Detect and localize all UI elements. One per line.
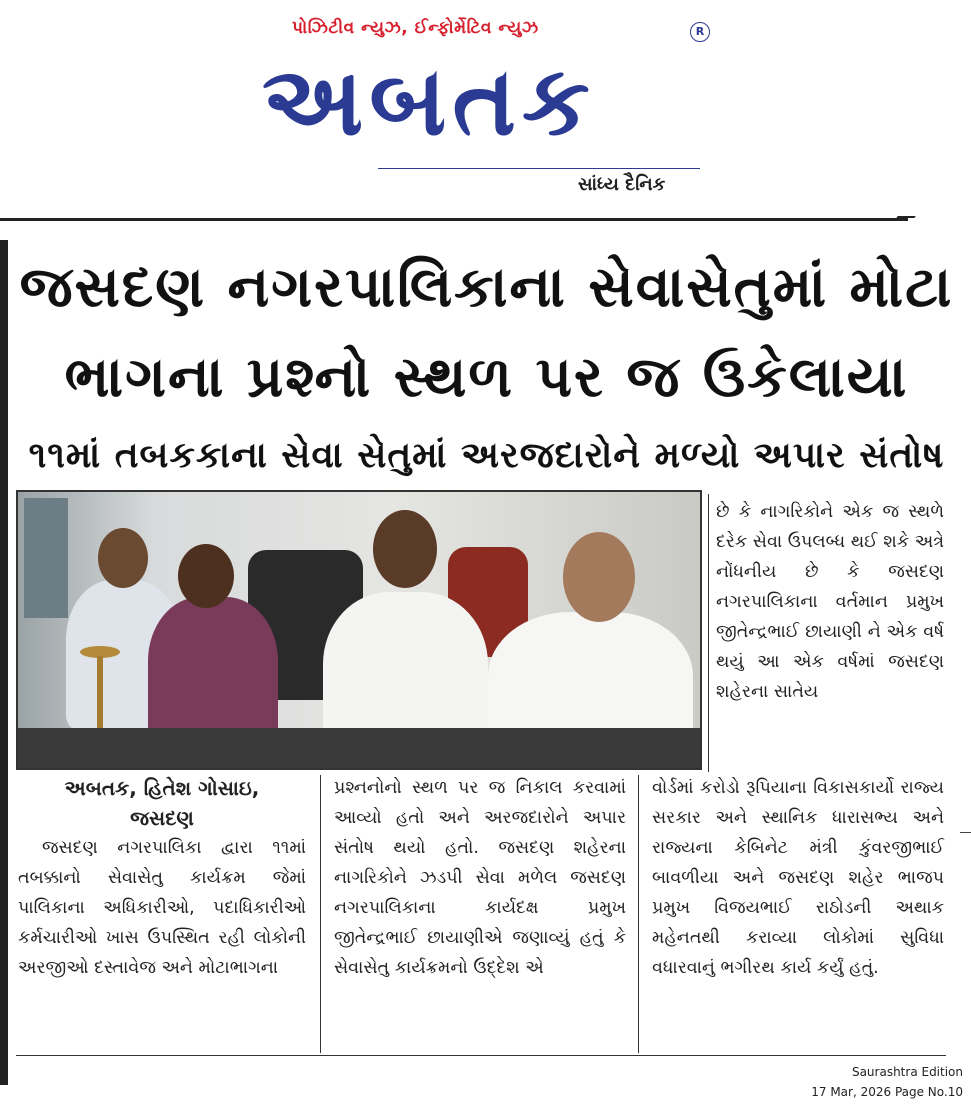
article-column-2 bbox=[334, 773, 626, 983]
registered-mark-icon: R bbox=[690, 22, 710, 42]
column-divider-2 bbox=[638, 775, 639, 1053]
masthead-divider bbox=[0, 218, 908, 221]
byline-dateline: જસદણ bbox=[130, 806, 194, 830]
column-divider-photo bbox=[708, 494, 709, 772]
article-photo bbox=[16, 490, 702, 770]
byline-reporter: અબતક, હિતેશ ગોસાઇ, bbox=[64, 776, 260, 800]
left-accent-bar bbox=[0, 240, 8, 1085]
photo-person-3-head bbox=[373, 510, 437, 588]
photo-person-1-head bbox=[98, 528, 148, 588]
photo-window bbox=[24, 498, 68, 618]
headline-line-2: ભાગના પ્રશ્નો સ્થળ પર જ ઉકેલાયા bbox=[64, 345, 909, 410]
edition-info bbox=[811, 1062, 963, 1102]
edition-date-page: 17 Mar, 2026 Page No.10 bbox=[811, 1085, 963, 1099]
edition-name: Saurashtra Edition bbox=[851, 1065, 963, 1079]
masthead-divider-tail bbox=[892, 216, 916, 224]
article-column-right-top bbox=[716, 497, 944, 707]
article-text-col1: જસદણ નગરપાલિકા દ્વારા ૧૧માં તબક્કાનો સેવાસેતુ કાર્યક્રમ જેમાં પાલિકાના અધિકારીઓ, પદાધિકારીઓ કર્મચારીઓ ખાસ ઉપસ્થિત રહી લોકોની અરજીઓ દસ્તાવેજ અને મોટાભાગના bbox=[18, 838, 306, 978]
article-column-3 bbox=[652, 773, 944, 983]
newspaper-logo: અબતક bbox=[262, 45, 596, 157]
subheadline: ૧૧માં તબકકાના સેવા સેતુમાં અરજદારોને મળ્યો અપાર સંતોષ bbox=[28, 435, 945, 476]
photo-person-2-head bbox=[178, 544, 234, 608]
masthead-tagline: પોઝિટીવ ન્યુઝ, ઈન્ફોર્મેટિવ ન્યુઝ bbox=[292, 18, 539, 38]
article-text-col3: વોર્ડમાં કરોડો રૂપિયાના વિકાસકાર્યો રાજ્ય સરકાર અને સ્થાનિક ધારાસભ્ય અને રાજ્યના કેબિનેટ મંત્રી કુંવરજીભાઈ બાવળીયા અને જસદણ શહેર ભાજપ પ્રમુખ વિજયભાઈ રાઠોડની અથાક મહેનતથી કરાવ્યા લોકોમાં સુવિધા વધારવાનું ભગીરથ કાર્ય કર્યું હતું. bbox=[652, 778, 944, 978]
column-divider-1 bbox=[320, 775, 321, 1053]
margin-tick bbox=[960, 832, 971, 833]
masthead-underline bbox=[378, 168, 700, 169]
article-text-col2: પ્રશ્નનોનો સ્થળ પર જ નિકાલ કરવામાં આવ્યો હતો અને અરજદારોને અપાર સંતોષ થયો હતો. જસદણ શહેરના નાગરિકોને ઝડપી સેવા મળેલ જસદણ નગરપાલિકાના કાર્યદક્ષ પ્રમુખ જીતેન્દ્રભાઈ છાયાણીએ જણાવ્યું હતું કે સેવાસેતુ કાર્યક્રમનો ઉદ્દેશ એ bbox=[334, 778, 626, 978]
masthead bbox=[0, 0, 971, 215]
photo-person-4-head bbox=[563, 532, 635, 622]
photo-table bbox=[18, 728, 700, 768]
headline-line-1: જસદણ નગરપાલિકાના સેવાસેતુમાં મોટા bbox=[19, 255, 954, 320]
masthead-subtitle: સાંધ્ય દૈનિક bbox=[578, 174, 666, 195]
article-text-right-top: છે કે નાગરિકોને એક જ સ્થળે દરેક સેવા ઉપલબ્ધ થઈ શકે અત્રે નોંધનીય છે કે જસદણ નગરપાલિકાના વર્તમાન પ્રમુખ જીતેન્દ્રભાઈ છાયાણી ને એક વર્ષ થયું આ એક વર્ષમાં જસદણ શહેરના સાતેય bbox=[716, 502, 944, 702]
article-column-1 bbox=[18, 773, 306, 983]
bottom-divider bbox=[16, 1055, 946, 1056]
